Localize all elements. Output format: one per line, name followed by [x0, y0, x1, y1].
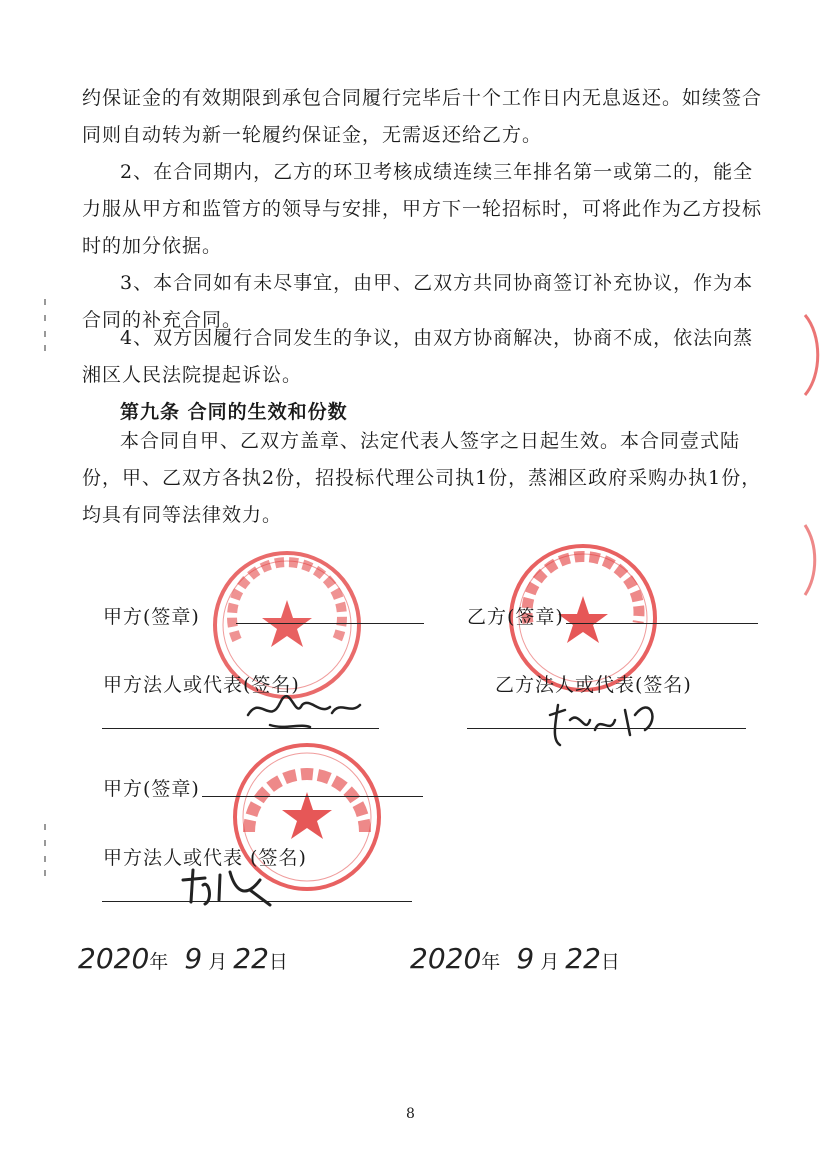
- party-a2-handwritten-signature-icon: [175, 860, 285, 910]
- party-a2-seal-line: [202, 796, 423, 797]
- party-a-rep-label: 甲方法人或代表(签名): [103, 674, 300, 696]
- party-a-handwritten-signature-icon: [240, 685, 370, 735]
- party-a2-rep-label: 甲方法人或代表 (签名): [103, 847, 307, 869]
- party-a2-seal-label: 甲方(签章): [103, 778, 200, 800]
- date-left-year: 2020: [78, 942, 150, 975]
- date-right: [410, 942, 620, 975]
- paragraph-clause-3: 3、本合同如有未尽事宜，由甲、乙双方共同协商签订补充协议，作为本合同的补充合同。: [82, 272, 754, 331]
- date-left-month-char: 月: [208, 951, 228, 973]
- binding-mark-2-icon: [38, 820, 52, 880]
- party-b-handwritten-signature-icon: [540, 690, 670, 750]
- paragraph-clause-2: 2、在合同期内，乙方的环卫考核成绩连续三年排名第一或第二的，能全力服从甲方和监管方的领导与安排，甲方下一轮招标时，可将此作为乙方投标时的加分依据。: [82, 161, 763, 257]
- party-b-seal-label: 乙方(签章): [467, 606, 564, 628]
- date-left-day: 22: [233, 942, 269, 975]
- date-left-day-char: 日: [268, 951, 288, 973]
- page-number: 8: [406, 1106, 415, 1122]
- paragraph-deposit: 约保证金的有效期限到承包合同履行完毕后十个工作日内无息返还。如续签合同则自动转为新一轮履约保证金，无需返还给乙方。: [82, 87, 763, 146]
- paragraph-effect: 本合同自甲、乙双方盖章、法定代表人签字之日起生效。本合同壹式陆份，甲、乙双方各执2份，招投标代理公司执1份，蒸湘区政府采购办执1份，均具有同等法律效力。: [82, 430, 762, 526]
- section-heading: 第九条 合同的生效和份数: [120, 401, 348, 423]
- date-right-month: 9: [516, 942, 535, 975]
- date-right-day-char: 日: [600, 951, 620, 973]
- date-right-day: 22: [565, 942, 601, 975]
- binding-mark-icon: [38, 295, 52, 355]
- party-b-rep-label: 乙方法人或代表(签名): [495, 674, 692, 696]
- date-left: [78, 942, 288, 975]
- date-right-year-char: 年: [481, 951, 501, 973]
- date-left-year-char: 年: [149, 951, 169, 973]
- party-a-seal-label: 甲方(签章): [103, 606, 200, 628]
- party-b-seal-line: [566, 623, 758, 624]
- edge-seal-fragment-icon: [800, 310, 827, 400]
- date-left-month: 9: [184, 942, 203, 975]
- edge-seal-fragment-2-icon: [800, 520, 827, 600]
- date-right-year: 2020: [410, 942, 482, 975]
- paragraph-clause-4: 4、双方因履行合同发生的争议，由双方协商解决，协商不成，依法向蒸湘区人民法院提起诉讼。: [82, 327, 754, 386]
- party-a-seal-line: [236, 623, 424, 624]
- date-right-month-char: 月: [540, 951, 560, 973]
